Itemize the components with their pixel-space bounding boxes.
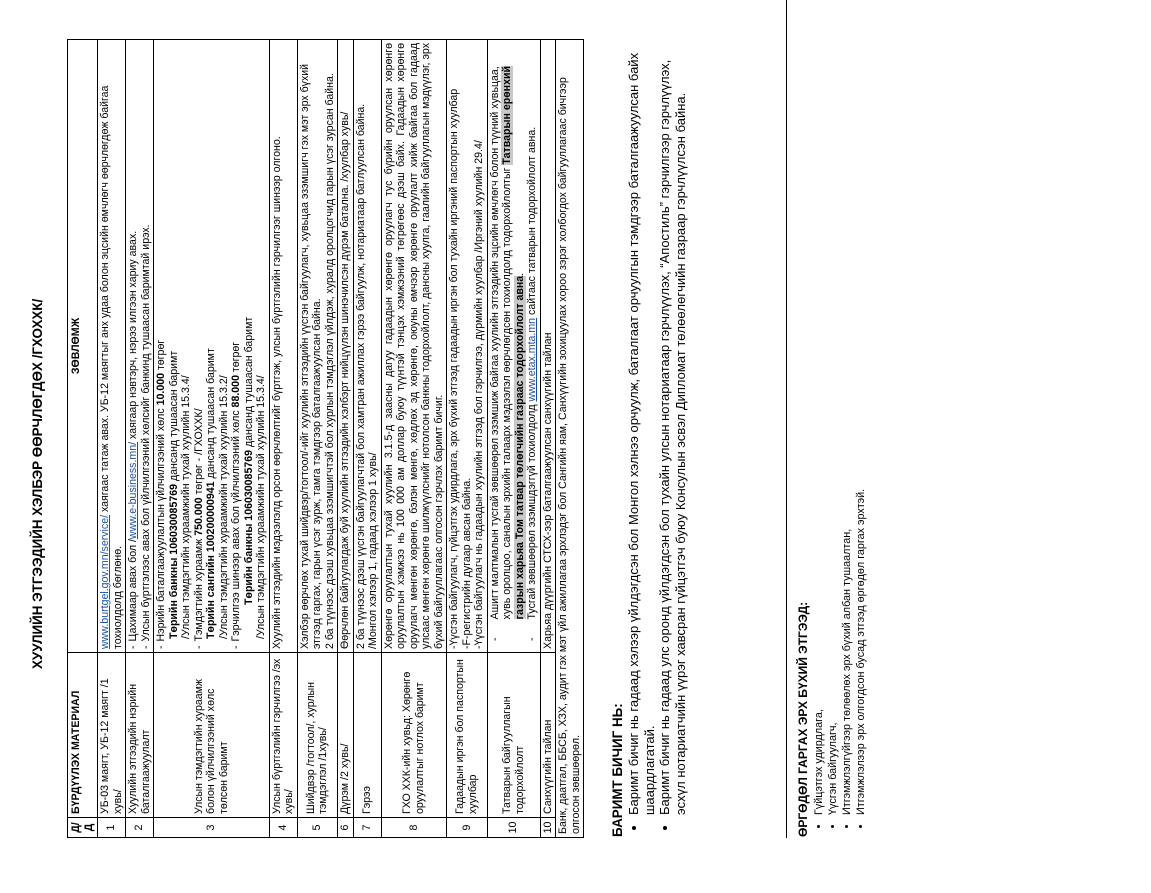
row-advice: Хөрөнгө оруулалтын тухай хуулийн 3.1.5-д заасны дагуу гадаадын хөрөнгө оруулагч тус бүрийн оруулсан хөрөнгө оруулалтын хэмжээ нь 100 000 ам доллар буюу түүнтэй тэнцэх хэмжээний төгрөгөөс дээш байх. Гадаадын хөрөнгө оруулагч мөнгөн хөрөнгө, бэлэн мөнгө, хөдлөх эд хөрөнгө, оюуны өмчээр хөрөнгө оруулалт хийж байгаа бол гадаад улсаас мөнгөн хөрөнгө шилжүүлснийг нотолсон банкны тодорхойлолт, дансны хуулга, гаалийн байгууллагын мэдүүлэг, эрх бүхий байгууллагаас олгосон гэрчлэх баримт бичиг. [381,40,447,653]
amount: 88.000 [230,375,242,408]
row-material: ГХО ХХК-ийн хувьд: Хөрөнгө оруулалтыг нотлох баримт [381,653,447,818]
row-material: УБ-03 маягт, УБ-12 маягт /1 хувь/ [98,653,126,818]
row-advice [353,40,381,653]
documents-heading: БАРИМТ БИЧИГ НЬ: [610,703,625,837]
row-num: 3 [154,818,270,838]
row-advice [447,40,488,653]
list-line: -Үүсгэн байгуулагч, гүйцэтгэх удирдлага, эрх бүхий этгээд гадаадын иргэн бол тухайн иргэний паспортын хуулбар [448,88,460,649]
item-text: сайтаас татварын тодорхойлолт авна. [526,126,538,318]
list-item: • Итгэмжлэлээр эрх олгогдсон бусад этгээд өргөдөл гаргах эрхтэй. [854,39,868,815]
amount: 750.000 [192,497,205,536]
list-line: /Улсын тэмдэгтийн хураамжийн тухай хуулийн 15.3.4/ [180,375,192,639]
bank-account: Төрийн сангийн 100200000941 [205,481,217,639]
list-line: /Улсын тэмдэгтийн хураамжийн тухай хуулийн 15.3.2/ [217,375,230,639]
item-text: төгрөг - /ГХОХХК/ [192,408,205,498]
list-item [155,43,168,649]
bank-account: Төрийн банкны 106030085769 [242,449,255,605]
item-text: - Улсын бүртгэлээс авах бол үйлчилгээний хөлсийг банкинд тушаасан баримтай ирэх. [139,224,152,642]
row-advice [126,40,154,653]
item-text: Тусгай зөвшөөрөл эзэмшдэггүй тохиолдолд [526,401,538,620]
list-line [243,43,256,649]
table-row [353,40,381,838]
row-num: 5 [297,818,338,838]
applicants-heading: ӨРГӨДӨЛ ГАРГАХ ЭРХ БҮХИЙ ЭТГЭЭД: [796,601,810,837]
header-num: Д/Д [68,818,98,838]
footer-text: Банк, даатгал, ББСБ, ХЗХ, аудит гэх мэт үйл ажиллагаа эрхлэдэг бол Сангийн яам, Санхүүгийн зохицуулах хороо зэрэг холбогдох байгууллагаас бичгээр олгосон зөвшөөрөл. [556,40,584,838]
table-row [447,40,488,838]
row-material: Улсын тэмдэгтийн хураамж болон үйлчилгээний хөлс төлсөн баримт [154,653,270,818]
row-advice [297,40,338,653]
header-advice: ЗӨВЛӨМЖ [68,40,98,653]
header-material: БҮРДҮҮЛЭХ МАТЕРИАЛ [68,653,98,818]
amount: 10.000 [155,373,167,406]
table-row [154,40,270,838]
row-material: Хуулийн этгээдийн нэрийн баталгаажуулалт [126,653,154,818]
table-header-row [68,40,98,838]
row-material: Шийдвэр /тогтоол/, хурлын тэмдэглэл /1хувь/ [297,653,338,818]
row-num: 9 [447,818,488,838]
list-item: • Үүсгэн байгуулагч, [826,39,840,815]
row-num: 6 [338,818,354,838]
row-num: 8 [381,818,447,838]
row-num: 7 [353,818,381,838]
item-text: хаягаар нэвтэрч, нэрээ илгээн хариу авах. [127,230,139,442]
requirements-table [67,39,584,838]
table-row [269,40,297,838]
row-advice: Өөрчлөн байгуулагдаж буй хуулийн этгээдийн хэлбэрт нийцүүлэн шинэчилсэн дүрэм батална. /хуулбар хувь/ [338,40,354,653]
list-line [205,43,218,649]
paragraph: 2 ба түүнээс дээш үүсгэн байгуулагчтай бол хамтран ажиллах гэрээ байгуулж, нотариатаар батлуулсан байна. [354,103,367,649]
row-advice [154,40,270,653]
divider [786,0,787,838]
row-advice: Хуулийн этгээдийн мэдээлэлд орсон өөрчлөлтийг бүртгэж, улсын бүртгэлийн гэрчилгээг шинээр олгоно. [269,40,297,653]
e-business-link[interactable]: www.e-business.mn/ [127,441,139,540]
row-num: 10 [540,818,556,838]
item-text: дансанд тушаасан баримт [242,316,255,450]
table-row [381,40,447,838]
item-text: . [513,272,526,276]
table-footer-row [556,40,584,838]
item-text: дансанд тушаасан баримт [167,350,180,484]
table-row [126,40,154,838]
row-material: Санхүүгийн тайлан [540,653,556,818]
documents-section [610,39,688,837]
row-material: Татварын байгууллагын тодорхойлолт [487,653,540,818]
list-line: -Үүсгэн байгуулагч нь гадаадын хуулийн этгээд бол гэрчилгээ, дүрмийн хуулбар /Иргэний хуулийн 29.4/ [473,140,485,649]
applicants-list [812,39,868,837]
table-row [98,40,126,838]
item-text: Нэрийн баталгаажуулалтын үйлчилгээний хөлс [155,405,167,642]
burtgel-link[interactable]: www.burtgel.gov.mn/service/ [99,514,111,649]
advice-text: хаягаас татаж авах. УБ-12 маягтыг анх удаа болон эцсийн өмчлөгч өөрчлөгдөж байгаа тохиолдолд бөглөнө. [99,85,124,649]
list-item: • Баримт бичиг нь гадаад улс оронд үйлдэгдсэн бол тухайн улсын нотариатаар гэрчлүүлэх, “Апостиль” гэрчилгээр гэрчлүүлэх, эсхүл нотариатчийн үүрэг хавсран гүйцэтгэч буюу Консулын эсвэл Дипломат төлөөлөгчийн газраар гэрчлүүлсэн байна. [657,39,688,815]
row-advice: Харьяа дүүргийн СТСХ-ээр баталгаажуулсан санхүүгийн тайлан [540,40,556,653]
list-item: • Гүйцэтгэх удирдлага, [812,39,826,815]
item-text: Ашигт малтмалын тусгай зөвшөөрөл эзэмшиж байгаа хуулийн этгээдийн эцсийн өмчлөгч болон түүний хувьцаа, хувь оролцоо, саналын эрхийн талаарх мэдээлэл өөрчлөгдсөн тохиолдолд тодорхойлолтыг [488,66,513,620]
row-material: Гэрээ [353,653,381,818]
list-line: /Улсын тэмдэгтийн хураамжийн тухай хуулийн 15.3.4/ [255,375,267,639]
list-item: • Итгэмжлэлгүйгээр төлөөлөх эрх бүхий албан тушаалтан, [840,39,854,815]
highlight-text: Татварын ерөнхий газрын харьяа Том татвар төлөгчийн газраас тодорхойлолт авна [501,66,526,620]
row-advice [487,40,540,653]
list-line [168,43,181,649]
item-text: Цахимаар авах бол / [127,539,139,642]
bank-account: Төрийн банкны 106030085769 [167,483,180,639]
row-num: 10 [487,818,540,838]
table-row [487,40,540,838]
table-row [540,40,556,838]
paragraph: Хэлбэр өөрчлөх тухай шийдвэр/тогтоол/-ийг хуулийн этгээдийн үүсгэн байгуулагч, хувьцаа эзэмшигч гэх мэт эрх бүхий этгээд гаргах, гарын үсэг зурж, тамга тэмдгээр баталгаажуулсан байна. [298,63,323,649]
etax-link[interactable]: www.etax.mta.mn [526,317,538,402]
documents-list [626,39,688,837]
row-material: Гадаадын иргэн бол паспортын хуулбар [447,653,488,818]
table-row [297,40,338,838]
item-text: Гэрчилгээ шинээр авах бол үйлчилгээний хөлс [230,407,242,642]
row-material: Улсын бүртгэлийн гэрчилгээ /эх хувь/ [269,653,297,818]
row-num: 4 [269,818,297,838]
row-material: Дүрэм /2 хувь/ [338,653,354,818]
list-item [140,43,153,649]
list-item [127,43,140,649]
row-num: 2 [126,818,154,838]
row-num: 1 [98,818,126,838]
list-item [193,43,206,649]
list-line: -F-регистрийн дугаар авсан байна. [460,477,473,649]
list-item [526,43,539,649]
item-text: төгрөг [155,339,167,373]
row-advice [98,40,126,653]
item-text: Тэмдэгтийн хураамж [192,535,205,642]
list-item [230,43,243,649]
paragraph: /Монгол хэлээр 1, гадаад хэлээр 1 хувь/ [367,452,379,649]
list-item [489,43,527,649]
applicants-section [796,39,868,837]
list-item: • Баримт бичиг нь гадаад хэлээр үйлдэгдсэн бол Монгол хэлнээ орчуулж, баталгаат орчуулгын тэмдгээр баталгаажуулсан байх шаардлагатай. [626,39,657,815]
document-title: ХУУЛИЙН ЭТГЭЭДИЙН ХЭЛБЭР ӨӨРЧЛӨГДӨХ /ГХОХХК/ [30,298,45,669]
item-text: төгрөг [230,341,242,376]
table-row [338,40,354,838]
item-text: дансанд тушаасан баримт [205,348,217,482]
paragraph: 2 ба түүнээс дээш хувьцаа эзэмшигчтэй бол хурлын тэмдэглэл үйлдэж, хуралд оролцогчид гарын үсэг зурсан байна. [323,73,336,649]
